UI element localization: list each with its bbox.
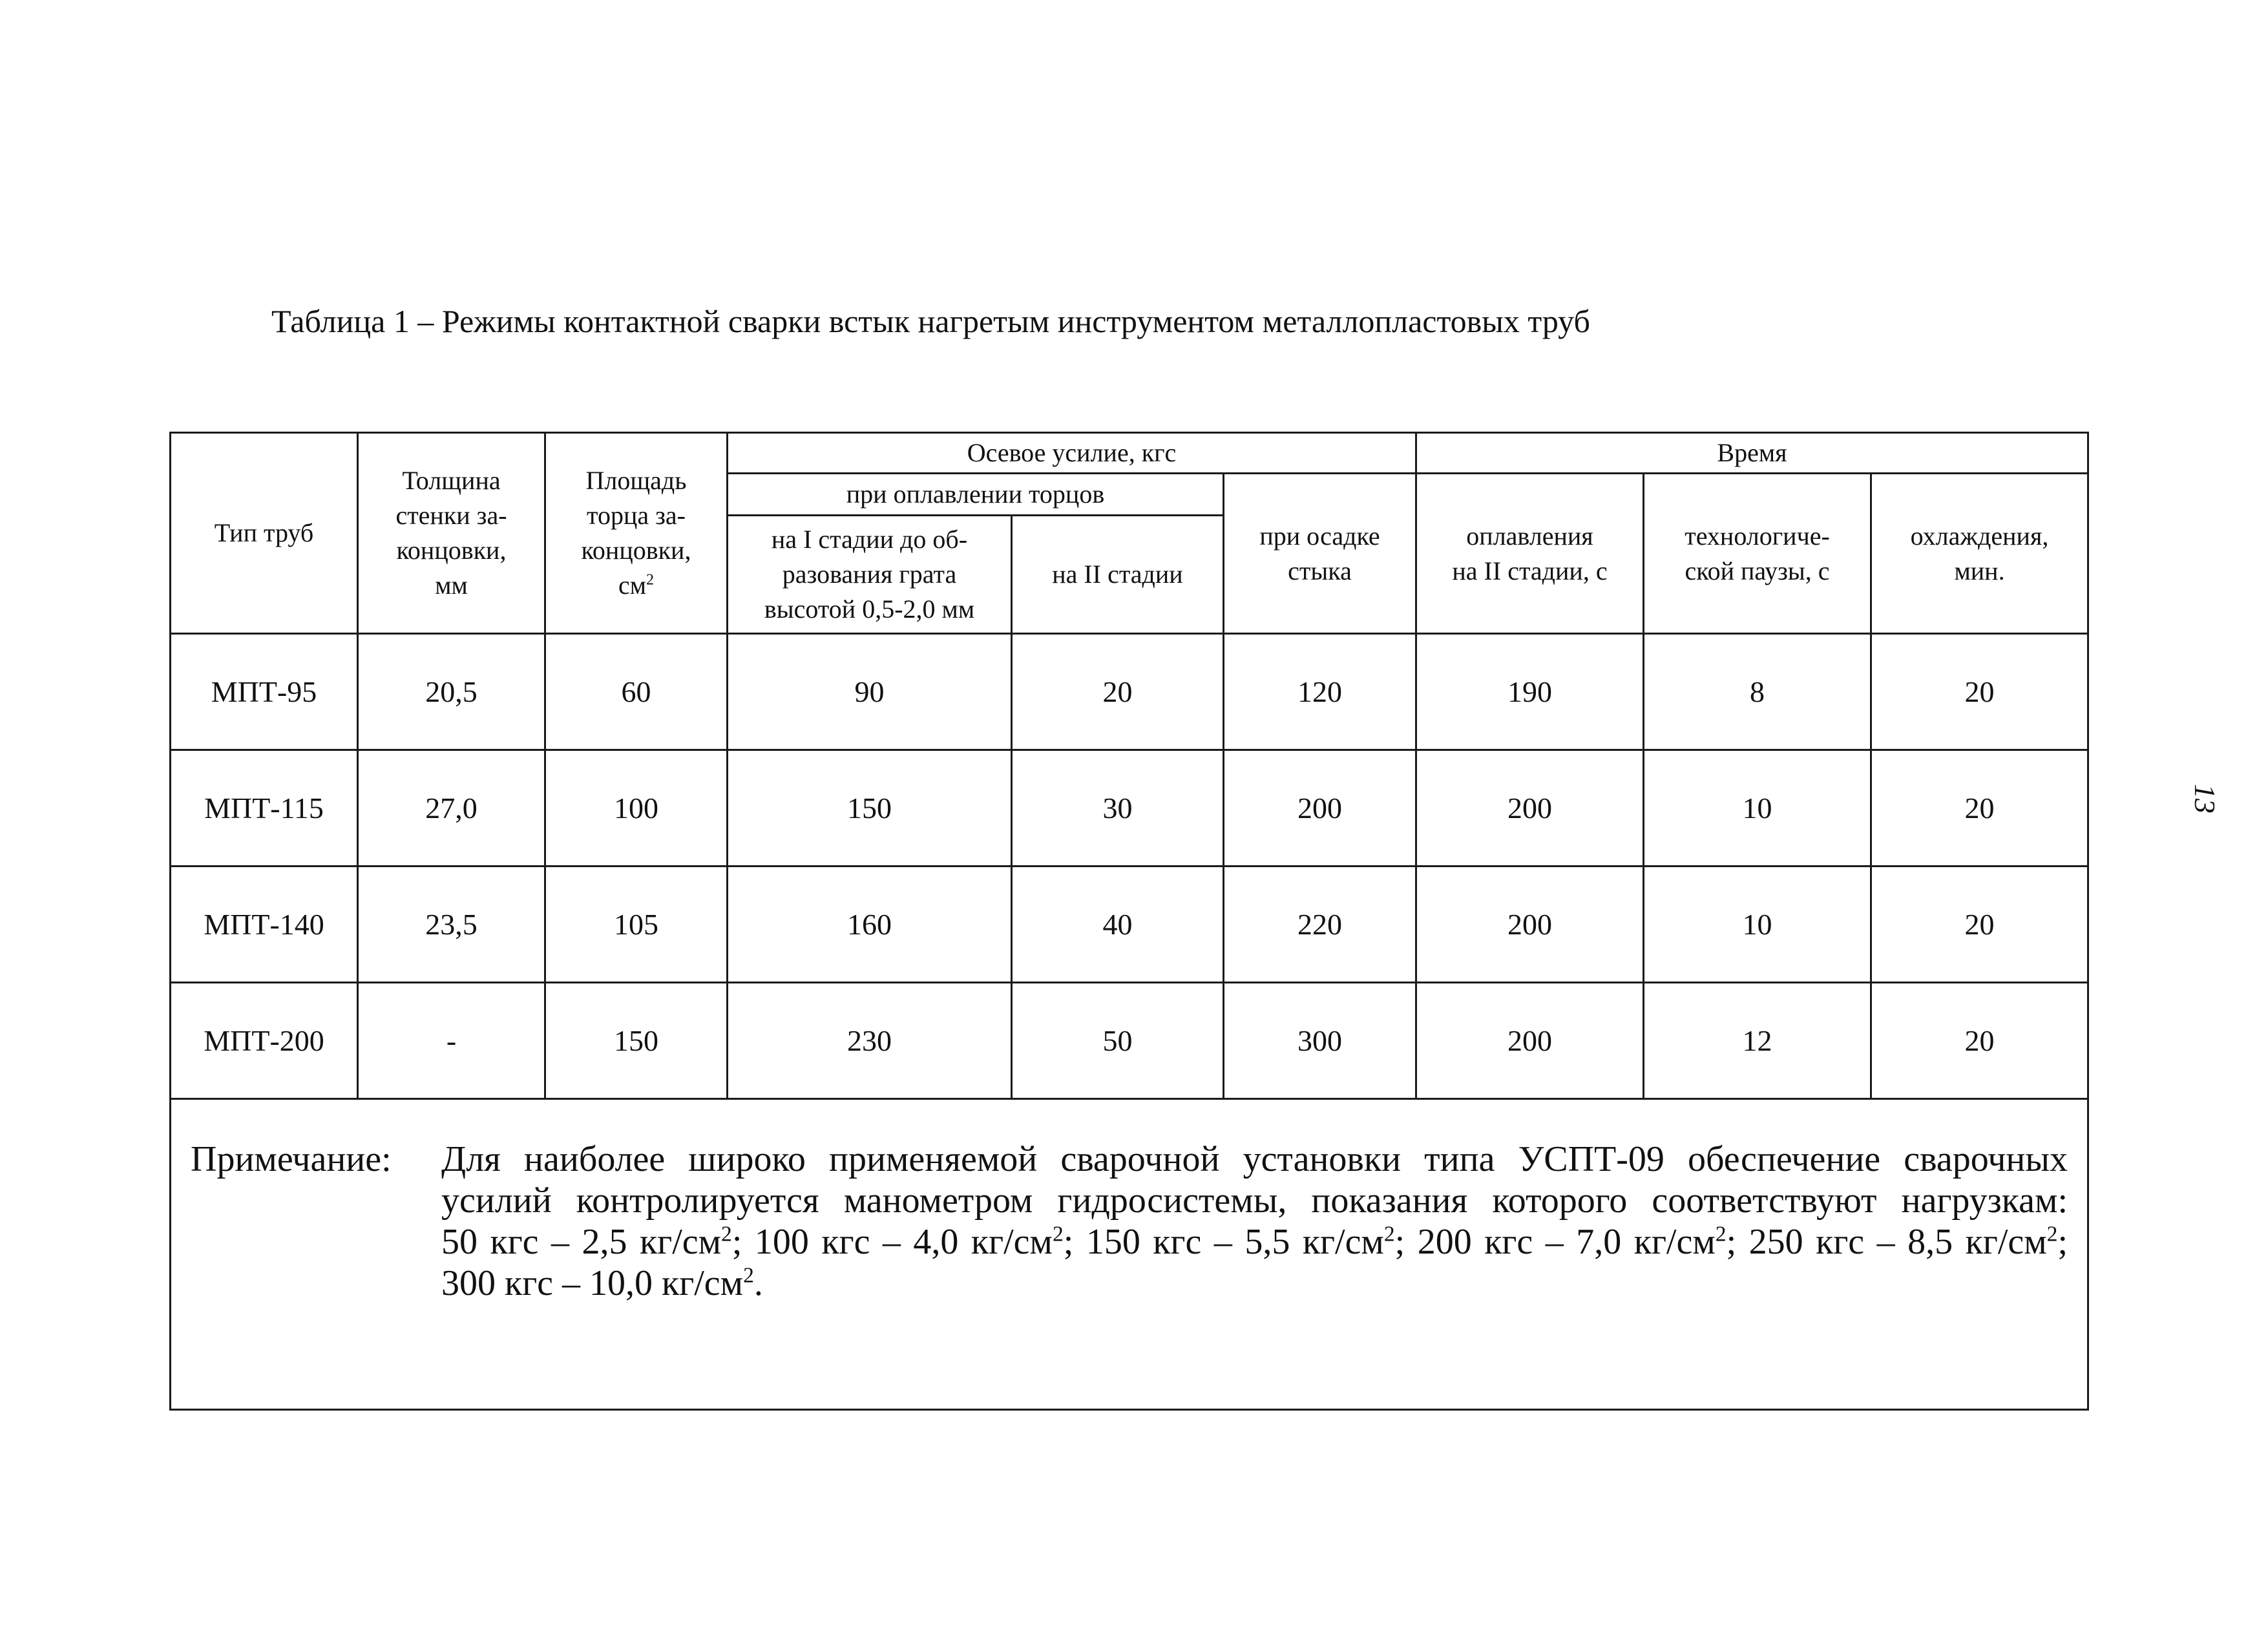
cell-cooling-time: 20 [1871,867,2088,983]
cell-stage2-force: 50 [1012,983,1224,1099]
header-end-area: Площадь торца за- концовки, $см^2$ [545,433,728,634]
cell-pause-time: 8 [1644,634,1871,750]
cell-wall-thickness: 27,0 [358,750,545,867]
header-cooling: охлаждения, мин. [1871,474,2088,634]
cell-melt-time: 200 [1416,867,1644,983]
cell-wall-thickness: 23,5 [358,867,545,983]
cell-pipe-type: МПТ-200 [171,983,358,1099]
cell-upset-force: 200 [1224,750,1416,867]
cell-pipe-type: МПТ-95 [171,634,358,750]
table-row [171,983,2088,1099]
cell-cooling-time: 20 [1871,983,2088,1099]
cell-end-area: 150 [545,983,728,1099]
table-title: Таблица 1 – Режимы контактной сварки встык нагретым инструментом металлопластовых труб [271,303,1590,339]
table-row [171,750,2088,867]
header-tech-pause: технологиче- ской паузы, с [1644,474,1871,634]
header-axial-force: Осевое усилие, кгс [728,433,1416,474]
cell-stage1-force: 230 [728,983,1012,1099]
cell-melt-time: 200 [1416,750,1644,867]
cell-upset-force: 300 [1224,983,1416,1099]
cell-wall-thickness: 20,5 [358,634,545,750]
cell-pipe-type: МПТ-115 [171,750,358,867]
cell-stage1-force: 150 [728,750,1012,867]
header-wall-thickness: Толщина стенки за- концовки, мм [358,433,545,634]
cell-melt-time: 200 [1416,983,1644,1099]
page-number: 13 [2189,784,2221,814]
note-line-2: усилий контролируется манометром гидросистемы, показания которого соответствуют нагрузкам: [441,1181,2068,1221]
cell-end-area: 105 [545,867,728,983]
table-row [171,867,2088,983]
note-line-4: 300 кгс – 10,0 $кг/см^2$. [441,1263,763,1303]
cell-wall-thickness: - [358,983,545,1099]
cell-end-area: 60 [545,634,728,750]
note-line-1: Для наиболее широко применяемой сварочной установки типа УСПТ-09 обеспечение сварочных [441,1139,2068,1179]
cell-upset-force: 120 [1224,634,1416,750]
note-line-3: 50 кгс – 2,5 $кг/см^2$; 100 кгс – 4,0 $кг/см^2$; 150 кгс – 5,5 $кг/см^2$; 200 кгс – 7,0 $кг/см^2$; 250 кгс – 8,5 $кг/см^2$; [441,1222,2068,1262]
cell-stage2-force: 30 [1012,750,1224,867]
note-row [171,1099,2088,1410]
header-stage1: на I стадии до об- разования грата высотой 0,5-2,0 мм [728,516,1012,634]
header-stage2: на II стадии [1012,516,1224,634]
welding-modes-table [169,432,2089,1411]
header-time: Время [1416,433,2088,474]
cell-stage2-force: 20 [1012,634,1224,750]
cell-stage1-force: 160 [728,867,1012,983]
welding-modes-table-container [169,432,2087,1411]
header-pipe-type: Тип труб [171,433,358,634]
cell-cooling-time: 20 [1871,750,2088,867]
cell-pause-time: 10 [1644,750,1871,867]
note-label: Примечание: [191,1139,392,1179]
note-text [441,1139,2068,1304]
cell-stage2-force: 40 [1012,867,1224,983]
cell-pause-time: 12 [1644,983,1871,1099]
table-row [171,634,2088,750]
cell-end-area: 100 [545,750,728,867]
cell-cooling-time: 20 [1871,634,2088,750]
cell-pause-time: 10 [1644,867,1871,983]
header-upset: при осадке стыка [1224,474,1416,634]
cell-upset-force: 220 [1224,867,1416,983]
note-cell [171,1099,2088,1410]
cell-pipe-type: МПТ-140 [171,867,358,983]
cell-stage1-force: 90 [728,634,1012,750]
header-melt-stage2-time: оплавления на II стадии, с [1416,474,1644,634]
header-melting-ends: при оплавлении торцов [728,474,1224,516]
cell-melt-time: 190 [1416,634,1644,750]
